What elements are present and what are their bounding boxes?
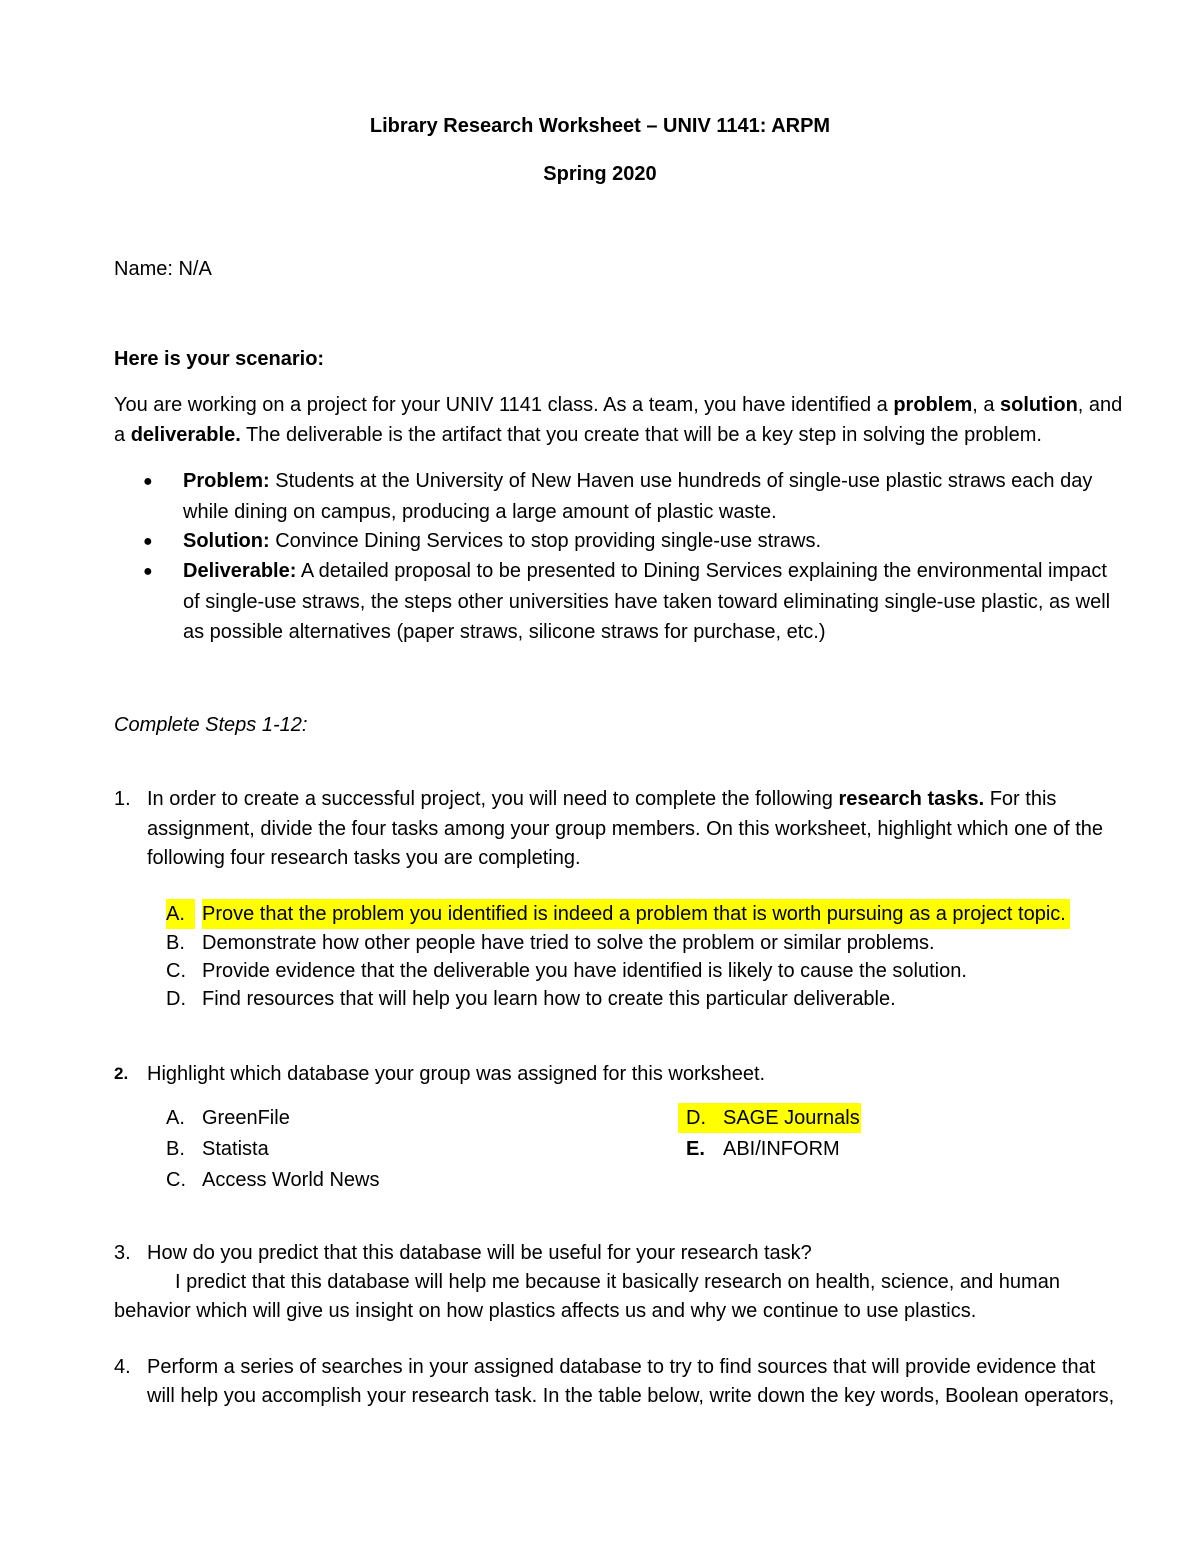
- scenario-intro-line2: [114, 420, 1042, 450]
- step-text: In order to create a successful project, you will need to complete the following: [147, 788, 839, 810]
- option-text: SAGE Journals: [723, 1107, 860, 1129]
- option-text: Find resources that will help you learn how to create this particular deliverable.: [202, 988, 896, 1010]
- step-number: 1.: [114, 788, 131, 810]
- intro-text: , and: [1077, 394, 1123, 416]
- intro-text: The deliverable is the artifact that you create that will be a key step in solving the problem.: [240, 424, 1042, 446]
- option-letter: B.: [166, 932, 185, 954]
- name-value: N/A: [178, 258, 212, 280]
- option-text: GreenFile: [202, 1107, 290, 1129]
- bullet-text: A detailed proposal to be presented to Dining Services explaining the environmental impact: [296, 560, 1107, 582]
- step-answer: I predict that this database will help me because it basically research on health, science, and human: [175, 1271, 1060, 1293]
- intro-problem-term: problem: [893, 394, 973, 416]
- bullet-line: as possible alternatives (paper straws, silicone straws for purchase, etc.): [183, 621, 826, 643]
- bullet-text: Convince Dining Services to stop providing single-use straws.: [269, 530, 822, 552]
- bullet-line: [183, 556, 1107, 586]
- option-letter: A.: [166, 899, 195, 929]
- step-line: following four research tasks you are completing.: [147, 847, 581, 869]
- option-text: Statista: [202, 1138, 269, 1160]
- intro-solution-term: solution: [1000, 394, 1078, 416]
- name-field: [114, 254, 212, 284]
- option-text: Prove that the problem you identified is indeed a problem that is worth pursuing as a project topic.: [202, 899, 1070, 929]
- option-letter: D.: [166, 988, 186, 1010]
- bullet-label: Deliverable:: [183, 560, 297, 582]
- option-text: Demonstrate how other people have tried to solve the problem or similar problems.: [202, 932, 935, 954]
- steps-heading: Complete Steps 1-12:: [114, 714, 308, 736]
- scenario-heading: Here is your scenario:: [114, 348, 325, 370]
- step-line: assignment, divide the four tasks among your group members. On this worksheet, highlight which one of the: [147, 818, 1104, 840]
- option-letter: B.: [166, 1138, 185, 1160]
- bullet-label: Problem:: [183, 470, 270, 492]
- option-text: ABI/INFORM: [723, 1138, 840, 1160]
- intro-text: You are working on a project for your UNIV 1141 class. As a team, you have identified a: [114, 394, 894, 416]
- bullet-dot-icon: ●: [143, 563, 153, 580]
- bullet-line: [183, 466, 1092, 496]
- intro-deliverable-term: deliverable.: [130, 424, 241, 446]
- step-line: Highlight which database your group was assigned for this worksheet.: [147, 1063, 766, 1085]
- step-line: Perform a series of searches in your assigned database to try to find sources that will provide evidence that: [147, 1356, 1096, 1378]
- step-line: [147, 784, 1056, 814]
- bullet-text: Students at the University of New Haven use hundreds of single-use plastic straws each day: [269, 470, 1093, 492]
- bullet-line: of single-use straws, the steps other universities have taken toward eliminating single-use plastic, as well: [183, 591, 1111, 613]
- bullet-label: Solution:: [183, 530, 270, 552]
- step-text: For this: [984, 788, 1057, 810]
- option-letter: A.: [166, 1107, 185, 1129]
- research-tasks-term: research tasks.: [838, 788, 985, 810]
- name-label: Name:: [114, 258, 173, 280]
- option-text: Access World News: [202, 1169, 380, 1191]
- option-text: Provide evidence that the deliverable you have identified is likely to cause the solution.: [202, 960, 967, 982]
- step-number: 2.: [114, 1064, 129, 1083]
- bullet-dot-icon: ●: [143, 473, 153, 490]
- intro-text: a: [114, 424, 131, 446]
- option-letter: C.: [166, 1169, 186, 1191]
- step-number: 3.: [114, 1242, 131, 1264]
- intro-text: , a: [972, 394, 1001, 416]
- step-line: will help you accomplish your research task. In the table below, write down the key words, Boolean operators,: [147, 1385, 1115, 1407]
- scenario-intro-line1: [114, 390, 1122, 420]
- step-answer: behavior which will give us insight on how plastics affects us and why we continue to use plastics.: [114, 1300, 977, 1322]
- term-subtitle: Spring 2020: [543, 163, 657, 185]
- bullet-dot-icon: ●: [143, 533, 153, 550]
- option-letter: D.: [686, 1107, 706, 1129]
- bullet-line: while dining on campus, producing a large amount of plastic waste.: [183, 501, 777, 523]
- bullet-line: [183, 526, 821, 556]
- step-number: 4.: [114, 1356, 131, 1378]
- option-letter: C.: [166, 960, 186, 982]
- option-letter: E.: [686, 1138, 705, 1160]
- step-question: How do you predict that this database will be useful for your research task?: [147, 1242, 812, 1264]
- page-title: Library Research Worksheet – UNIV 1141: ARPM: [369, 115, 831, 137]
